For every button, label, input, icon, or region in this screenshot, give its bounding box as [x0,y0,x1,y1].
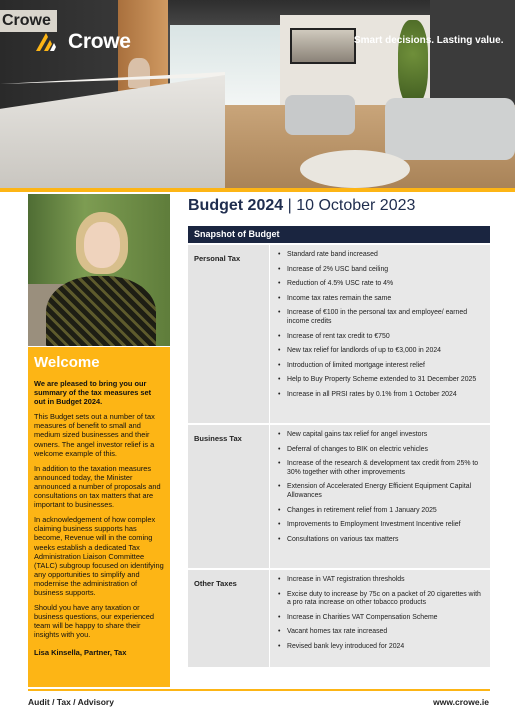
hero-photo [0,0,515,188]
wall-sign [0,10,57,32]
section-personal-tax [188,245,490,423]
item-list [278,251,484,400]
tagline: Smart decisions. Lasting value. [354,35,504,46]
item-list [278,576,484,652]
list-item: • Increase of 2% USC band ceiling [278,266,484,275]
sofa [385,98,515,160]
list-item: • Changes in retirement relief from 1 January 2025 [278,507,484,516]
list-item: • Income tax rates remain the same [278,295,484,304]
footer-services: Audit / Tax / Advisory [28,697,114,707]
armchair [285,95,355,135]
welcome-paragraph: In addition to the taxation measures announced today, the Minister announced a number of proposals and consultations on tax matters that are important to businesses. [34,463,161,510]
section-items [269,570,490,667]
signature: Lisa Kinsella, Partner, Tax [34,648,127,658]
welcome-lead: We are pleased to bring you our summary of the tax measures set out in Budget 2024. [34,379,152,407]
welcome-paragraph: This Budget sets out a number of tax measures of benefit to small and medium sized businesses and their owners. The angel investor relief is a welcome example of this. [34,412,155,458]
coffee-table [300,150,410,188]
section-label: Other Taxes [194,579,237,588]
portrait-face [84,222,120,268]
list-item: • Improvements to Employment Investment Incentive relief [278,521,484,530]
list-item: • Increase in VAT registration thresholds [278,576,484,585]
item-list [278,431,484,544]
section-label: Personal Tax [194,254,241,263]
list-item: • Increase of the research & development tax credit from 25% to 30% together with other improvements [278,460,484,477]
list-item: • Extension of Accelerated Energy Efficient Equipment Capital Allowances [278,483,484,500]
wall-sign-text: Crowe [2,12,51,29]
list-item: • New capital gains tax relief for angel investors [278,431,484,440]
wall-screen [290,28,356,64]
footer-website-link[interactable]: www.crowe.ie [433,697,489,707]
list-item: • Increase of €100 in the personal tax and employee/ earned income credits [278,309,484,326]
title-separator: | [287,197,292,214]
list-item: • Vacant homes tax rate increased [278,628,484,637]
snapshot-heading: Snapshot of Budget [188,226,490,243]
list-item: • Help to Buy Property Scheme extended to 31 December 2025 [278,376,484,385]
portrait-body [46,276,156,346]
list-item: • Consultations on various tax matters [278,536,484,545]
list-item: • Introduction of limited mortgage interest relief [278,362,484,371]
receptionist [128,58,150,88]
list-item: • Deferral of changes to BIK on electric vehicles [278,446,484,455]
list-item: • Excise duty to increase by 75c on a packet of 20 cigarettes with a pro rata increase on other tobacco products [278,591,484,608]
welcome-heading: Welcome [34,354,100,371]
accent-rule-bottom [28,689,490,691]
page-title [188,197,415,215]
author-portrait [28,194,170,346]
brand-name: Crowe [68,30,131,53]
welcome-paragraph: Should you have any taxation or business questions, our experienced team will be happy to share their insights with you. [34,603,154,640]
section-items [269,425,490,568]
welcome-paragraph: In acknowledgement of how complex claiming business supports has become, Revenue will in the coming weeks establish a dedicated Tax Administration Liaison Committee (TALC) subgroup focused on identifying any opportunities to simplify and modernise the administration of business supports. [34,515,164,597]
crowe-logo-icon [34,31,62,53]
accent-rule-top [0,188,515,192]
title-main: Budget 2024 [188,197,284,214]
list-item: • Revised bank levy introduced for 2024 [278,643,484,652]
list-item: • New tax relief for landlords of up to €3,000 in 2024 [278,347,484,356]
list-item: • Increase of rent tax credit to €750 [278,333,484,342]
section-items [269,245,490,423]
plant [398,20,428,105]
welcome-panel [28,347,170,687]
section-business-tax [188,425,490,568]
list-item: • Increase in all PRSI rates by 0.1% from 1 October 2024 [278,391,484,400]
brand-logo [34,30,131,54]
section-other-taxes [188,570,490,667]
title-date: 10 October 2023 [296,197,416,214]
list-item: • Increase in Charities VAT Compensation Scheme [278,614,484,623]
list-item: • Reduction of 4.5% USC rate to 4% [278,280,484,289]
list-item: • Standard rate band increased [278,251,484,260]
section-label: Business Tax [194,434,242,443]
